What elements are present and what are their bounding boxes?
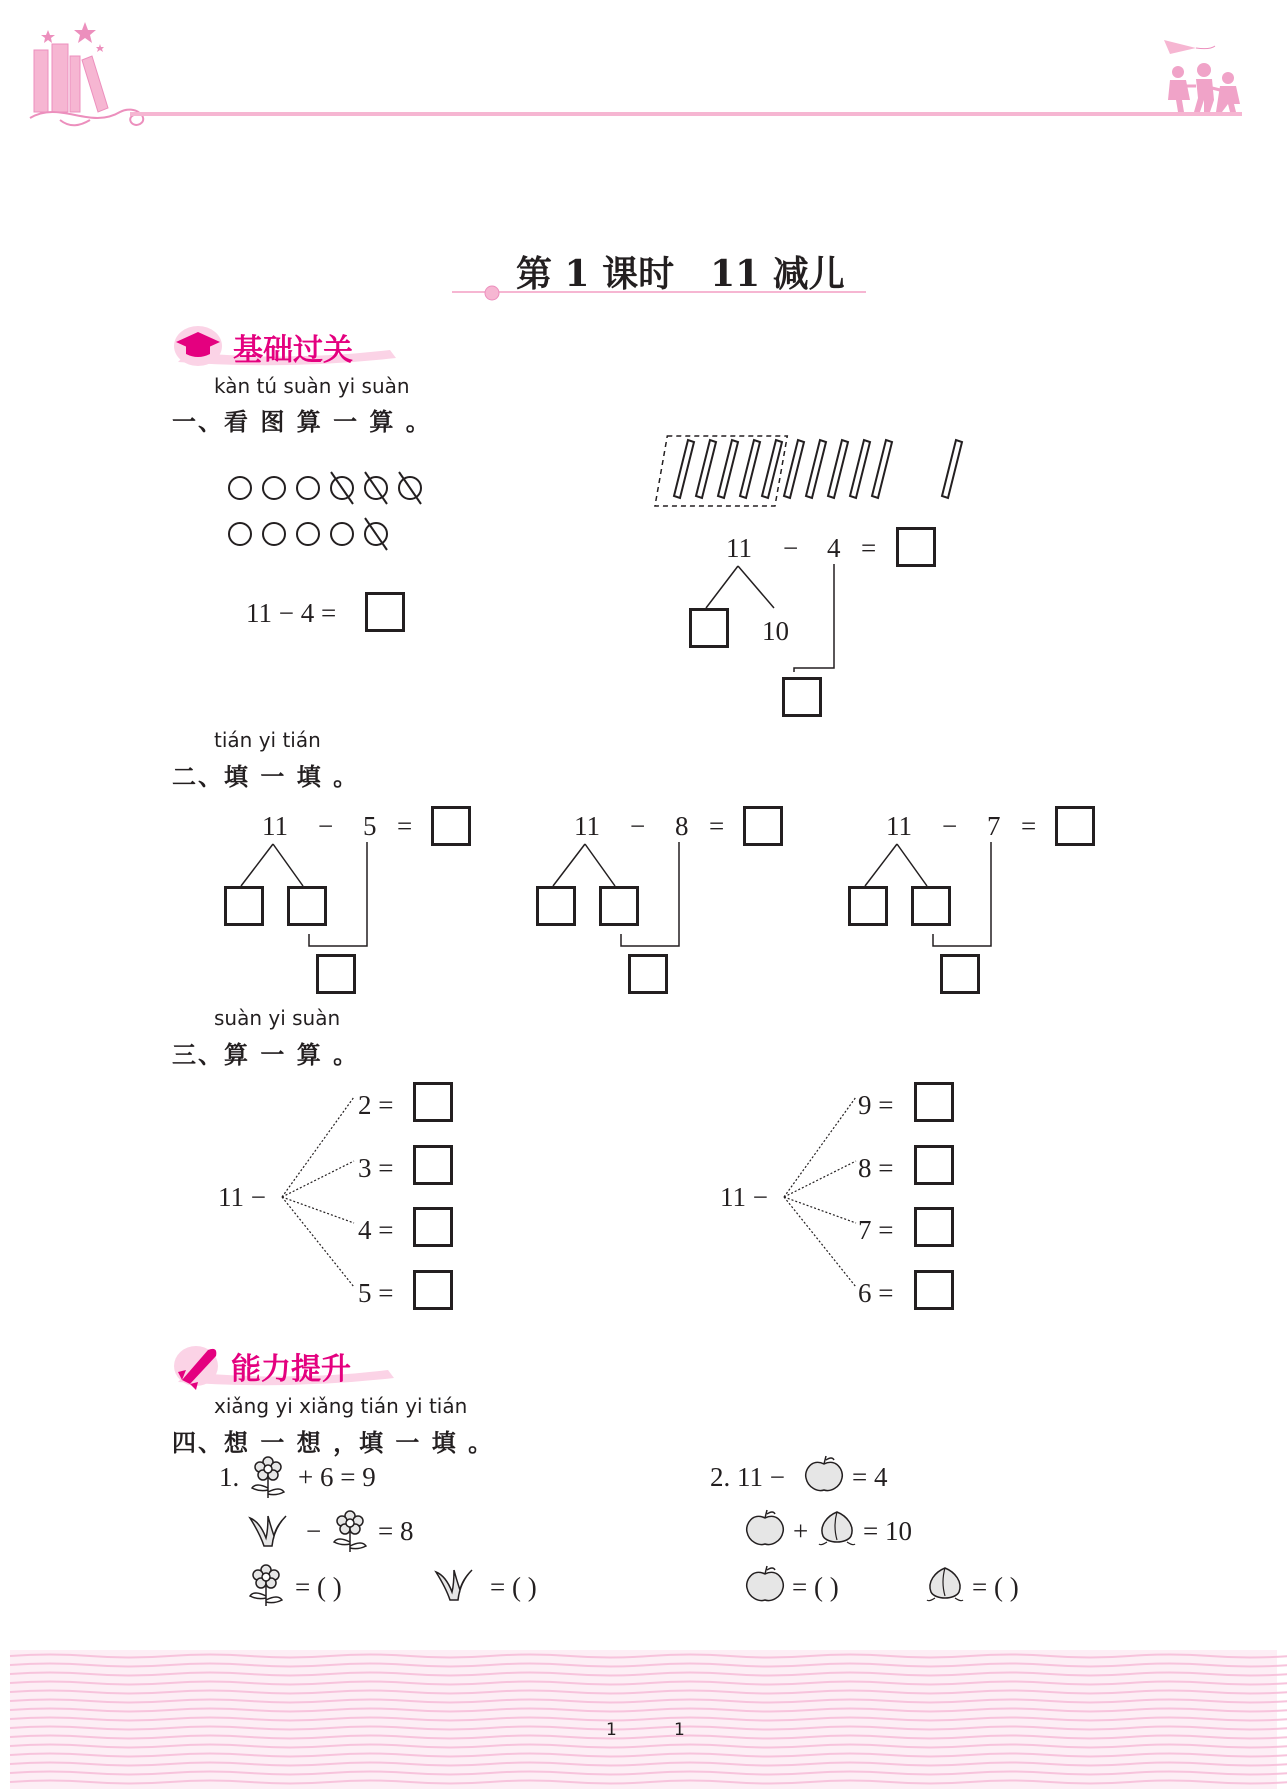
q2-item1-op: − — [318, 811, 334, 841]
q2-item1-split-box-1[interactable] — [224, 886, 264, 926]
q1-right-eq: = — [861, 533, 877, 563]
peach-icon — [925, 1564, 965, 1604]
q2-item2-eq: = — [709, 811, 725, 841]
q2-item3-answer-box[interactable] — [1055, 806, 1095, 846]
flower-icon — [248, 1452, 288, 1500]
q2-item2-answer-box[interactable] — [743, 806, 783, 846]
q3-left-term-1: 2 = — [358, 1090, 394, 1120]
lesson-title: 第 1 课时 11 减儿 — [516, 253, 845, 295]
q4-p1-line1: + 6 = 9 — [298, 1462, 376, 1492]
peach-icon — [817, 1508, 857, 1548]
q3-left-base: 11 − — [218, 1182, 266, 1212]
page-number-left: 1 — [606, 1720, 617, 1740]
q3-right-term-4: 6 = — [858, 1278, 894, 1308]
flower-icon — [330, 1506, 370, 1554]
q3-right-term-1: 9 = — [858, 1090, 894, 1120]
apple-icon — [745, 1566, 785, 1604]
q2-item3-b: 7 — [987, 811, 1001, 841]
q3-left-box-4[interactable] — [413, 1270, 453, 1310]
q1-title: 一、看 图 算 一 算 。 — [172, 408, 432, 436]
q4-p2-line2-result: = 10 — [863, 1516, 912, 1546]
q1-pinyin: kàn tú suàn yi suàn — [214, 374, 410, 398]
q3-left-box-1[interactable] — [413, 1082, 453, 1122]
q4-p2-line1-result: = 4 — [852, 1462, 888, 1492]
q2-item2-op: − — [630, 811, 646, 841]
q1-right-answer-box[interactable] — [896, 527, 936, 567]
apple-icon — [745, 1510, 785, 1548]
q1-left-expression: 11 − 4 = — [246, 598, 337, 628]
q2-pinyin: tián yi tián — [214, 728, 321, 752]
q3-right-fan-lines — [784, 1095, 874, 1295]
q4-p2-line2-op: + — [793, 1516, 809, 1546]
q4-pinyin: xiǎng yi xiǎng tián yi tián — [214, 1394, 468, 1418]
q2-item2-split-box-1[interactable] — [536, 886, 576, 926]
q3-right-box-1[interactable] — [914, 1082, 954, 1122]
q3-left-term-3: 4 = — [358, 1215, 394, 1245]
q2-item2-b: 8 — [675, 811, 689, 841]
page-number-right: 1 — [674, 1720, 685, 1740]
q1-result-box[interactable] — [782, 677, 822, 717]
q4-p1-label: 1. — [219, 1462, 240, 1492]
q2-item3-split-box-2[interactable] — [911, 886, 951, 926]
q3-left-box-2[interactable] — [413, 1145, 453, 1185]
q3-right-box-3[interactable] — [914, 1207, 954, 1247]
q2-item2-a: 11 — [574, 811, 600, 841]
q2-item1-a: 11 — [262, 811, 288, 841]
q4-title: 四、想 一 想 ，填 一 填 。 — [172, 1429, 495, 1457]
q1-circles — [225, 470, 425, 570]
q4-p2-apple-answer[interactable]: = ( ) — [792, 1572, 839, 1602]
q2-title: 二、填 一 填 。 — [172, 763, 360, 791]
q1-split-box[interactable] — [689, 608, 729, 648]
q1-right-a: 11 — [726, 533, 752, 563]
q3-pinyin: suàn yi suàn — [214, 1006, 341, 1030]
q3-right-box-2[interactable] — [914, 1145, 954, 1185]
q2-item3-op: − — [942, 811, 958, 841]
q2-item3-a: 11 — [886, 811, 912, 841]
title-underline — [452, 284, 872, 304]
section-title-advanced: 能力提升 — [231, 1352, 351, 1387]
q2-item3-eq: = — [1021, 811, 1037, 841]
q2-item1-eq: = — [397, 811, 413, 841]
q3-right-term-3: 7 = — [858, 1215, 894, 1245]
q4-p2-peach-answer[interactable]: = ( ) — [972, 1572, 1019, 1602]
q3-left-term-2: 3 = — [358, 1153, 394, 1183]
q1-right-b: 4 — [827, 533, 841, 563]
q2-item1-split-box-2[interactable] — [287, 886, 327, 926]
q4-p1-line2-result: = 8 — [378, 1516, 414, 1546]
q4-p1-flower-answer[interactable]: = ( ) — [295, 1572, 342, 1602]
q2-item1-answer-box[interactable] — [431, 806, 471, 846]
q4-p1-line2-op: − — [306, 1516, 322, 1546]
q1-left-answer-box[interactable] — [365, 592, 405, 632]
q1-right-op: − — [783, 533, 799, 563]
q4-p1-grass-answer[interactable]: = ( ) — [490, 1572, 537, 1602]
section-title-basic: 基础过关 — [233, 333, 353, 368]
q3-right-term-2: 8 = — [858, 1153, 894, 1183]
q2-item1-b: 5 — [363, 811, 377, 841]
flower-icon — [246, 1560, 286, 1608]
grass-icon — [246, 1512, 292, 1548]
q2-item3-result-box[interactable] — [940, 954, 980, 994]
header-decoration — [0, 0, 1287, 130]
q3-right-base: 11 − — [720, 1182, 768, 1212]
footer-stripes — [10, 1650, 1277, 1789]
q2-item2-result-box[interactable] — [628, 954, 668, 994]
q3-left-box-3[interactable] — [413, 1207, 453, 1247]
q1-sticks — [660, 432, 960, 512]
q3-right-box-4[interactable] — [914, 1270, 954, 1310]
q2-item3-split-box-1[interactable] — [848, 886, 888, 926]
q2-item2-split-box-2[interactable] — [599, 886, 639, 926]
q3-title: 三、算 一 算 。 — [172, 1041, 360, 1069]
q2-item1-result-box[interactable] — [316, 954, 356, 994]
q1-split-ten: 10 — [762, 616, 789, 646]
q3-left-fan-lines — [282, 1095, 372, 1295]
apple-icon — [804, 1456, 844, 1494]
q4-p2-label: 2. 11 − — [710, 1462, 785, 1492]
grass-icon — [432, 1566, 478, 1602]
q3-left-term-4: 5 = — [358, 1278, 394, 1308]
